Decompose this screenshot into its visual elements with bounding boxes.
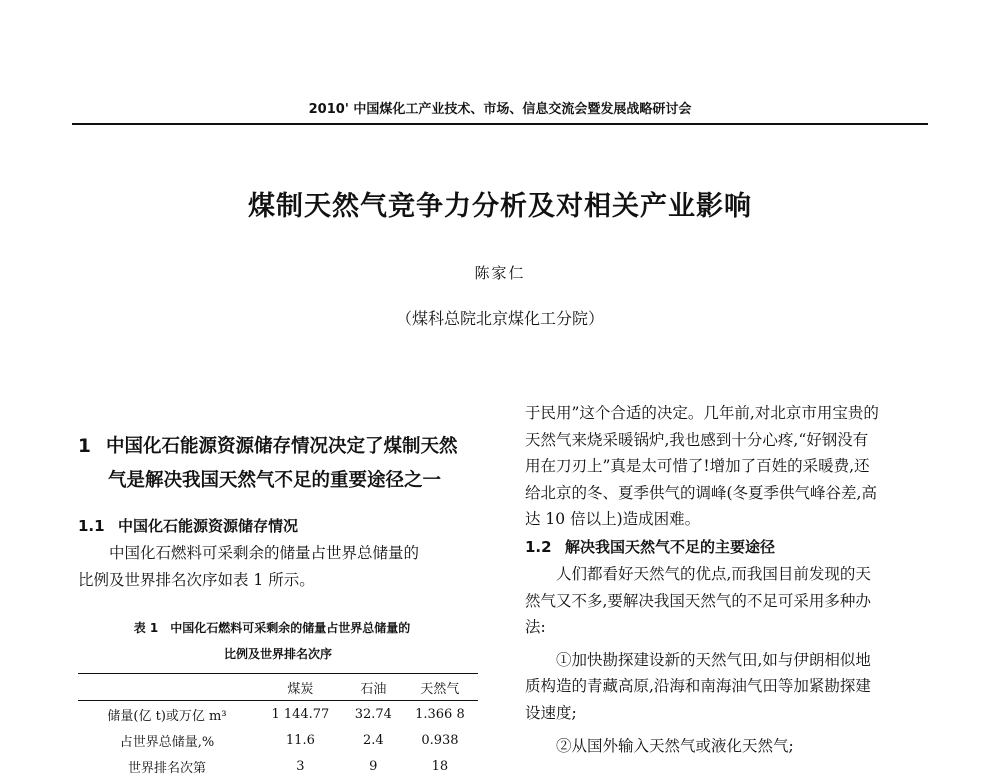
article-author: 陈家仁 (474, 264, 526, 282)
section-1-2-heading (525, 533, 925, 561)
table-header-row (78, 674, 478, 701)
section-1-heading (78, 430, 478, 498)
table-1 (78, 673, 478, 779)
table-header-cell: 天然气 (420, 681, 460, 697)
list-item-1-line1: ①加快勘探建设新的天然气田,如与伊朗相似地 (556, 650, 871, 669)
table-cell: 1.366 8 (415, 706, 465, 722)
table-cell: 3 (296, 758, 305, 774)
section-1-title-line2: 气是解决我国天然气不足的重要途径之一 (108, 470, 442, 491)
section-1-1-title: 中国化石能源资源储存情况 (118, 517, 299, 535)
section-1-2-para-line1: 人们都看好天然气的优点,而我国目前发现的天 (556, 564, 871, 583)
continuation-line: 用在刀刃上”真是太可惜了!增加了百姓的采暖费,还 (525, 457, 870, 476)
article-title: 煤制天然气竞争力分析及对相关产业影响 (248, 191, 752, 222)
section-1-number: 1 (78, 436, 91, 457)
list-item-2: ②从国外输入天然气或液化天然气; (556, 736, 794, 755)
table-cell: 世界排名次第 (127, 760, 206, 776)
section-1-2-para-line2: 然气又不多,要解决我国天然气的不足可采用多种办 (525, 591, 871, 610)
table-row (78, 701, 478, 728)
continuation-line: 天然气来烧采暖锅炉,我也感到十分心疼,“好钢没有 (525, 430, 869, 449)
table-cell: 9 (369, 758, 378, 774)
table-header-cell (78, 674, 256, 701)
table-cell: 0.938 (421, 732, 459, 748)
section-1-2-number: 1.2 (525, 537, 552, 556)
table-cell: 1 144.77 (271, 706, 330, 722)
right-column (525, 400, 925, 759)
section-1-1-para-line2: 比例及世界排名次序如表 1 所示。 (78, 570, 315, 589)
table-cell: 占世界总储量,% (119, 734, 215, 750)
section-1-1-heading (78, 512, 478, 540)
article-affiliation: （煤科总院北京煤化工分院） (395, 309, 604, 328)
list-item-1-line3: 设速度; (525, 703, 577, 722)
table-row (78, 753, 478, 779)
table-cell: 18 (431, 758, 449, 774)
table-cell: 储量(亿 t)或万亿 m³ (107, 708, 227, 724)
table-cell: 2.4 (362, 732, 384, 748)
table-1-caption-line1: 表 1 中国化石燃料可采剩余的储量占世界总储量的 (133, 621, 411, 636)
section-1-2-para-line3: 法: (525, 618, 546, 637)
table-header-cell: 煤炭 (287, 681, 314, 697)
section-1-title-line1: 中国化石能源资源储存情况决定了煤制天然 (106, 436, 458, 457)
section-1-1-para-line1: 中国化石燃料可采剩余的储量占世界总储量的 (109, 544, 420, 562)
left-column (78, 430, 478, 779)
section-1-2-title: 解决我国天然气不足的主要途径 (565, 537, 776, 556)
continuation-line: 于民用”这个合适的决定。几年前,对北京市用宝贵的 (525, 404, 879, 422)
table-header-cell: 石油 (360, 681, 387, 697)
table-row (78, 727, 478, 753)
table-cell: 11.6 (285, 732, 315, 748)
table-cell: 32.74 (354, 706, 392, 722)
table-1-caption-line2: 比例及世界排名次序 (223, 647, 332, 662)
table-1-caption (78, 615, 478, 667)
running-header: 2010' 中国煤化工产业技术、市场、信息交流会暨发展战略研讨会 (308, 102, 692, 117)
section-1-1-number: 1.1 (78, 517, 105, 535)
continuation-line: 给北京的冬、夏季供气的调峰(冬夏季供气峰谷差,高 (525, 483, 877, 502)
header-rule (72, 123, 928, 125)
list-item-1-line2: 质构造的青藏高原,沿海和南海油气田等加紧勘探建 (525, 677, 871, 696)
continuation-line: 达 10 倍以上)造成困难。 (525, 510, 701, 529)
